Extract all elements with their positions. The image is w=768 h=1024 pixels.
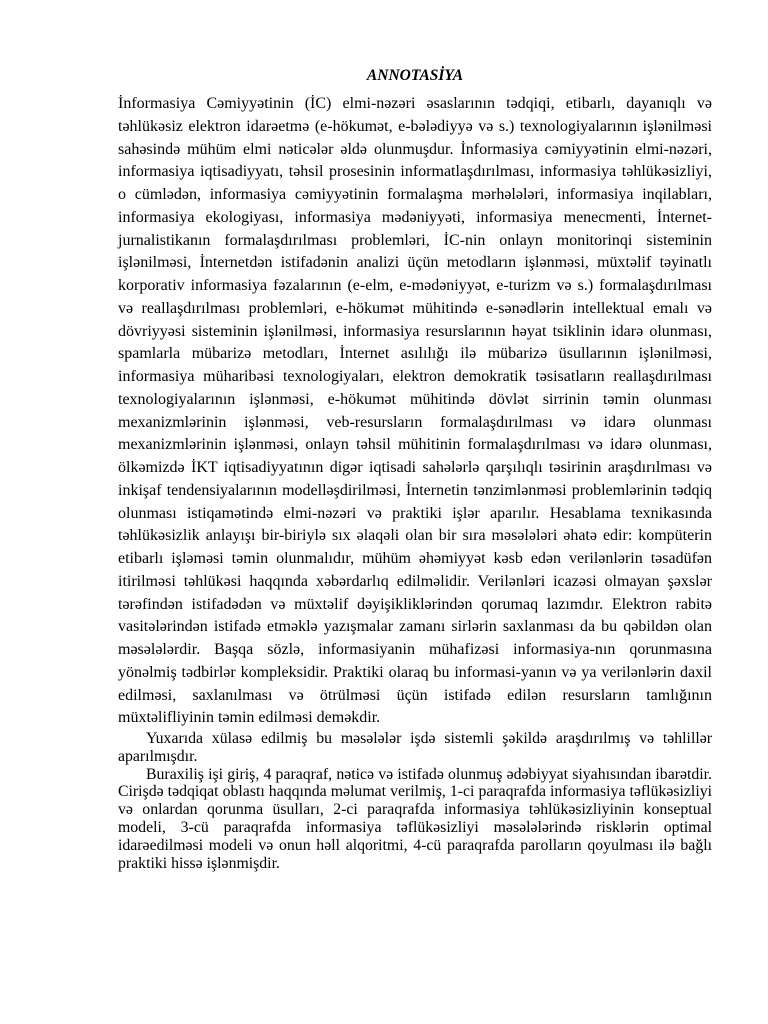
document-page xyxy=(118,66,712,872)
document-title: ANNOTASİYA xyxy=(366,67,464,84)
structure-paragraph: Buraxiliş işi giriş, 4 paraqraf, nəticə və istifadə olunmuş ədəbiyyat siyahısından ibarətdir. Cirişdə tədqiqat oblastı haqqında məlumat verilmiş, 1-ci paraqrafda informasiya təflükəsizliyi və onlardan qorunma üsulları, 2-ci paraqrafda informasiya təhlükəsizliyinin konseptual modeli, 3-cü paraqrafda informasiya təflükəsizliyi məsələlərində risklərin optimal idarəedilməsi modeli və onun həll alqoritmi, 4-cü paraqrafda parolların qoyulması ilə bağlı praktiki hissə işlənmişdir. xyxy=(118,765,712,872)
abstract-paragraph: İnformasiya Cəmiyyətinin (İC) elmi-nəzəri əsaslarının tədqiqi, etibarlı, dayanıqlı və təhlükəsiz elektron idarəetmə (e-hökumət, e-bələdiyyə və s.) texnologiyalarının işlənilməsi sahəsində mühüm elmi nəticələr əldə olunmuşdur. İnformasiya cəmiyyətinin elmi-nəzəri, informasiya iqtisadiyyatı, təhsil prosesinin informatlaşdırılması, informasiya təhlükəsizliyi, o cümlədən, informasiya cəmiyyətinin formalaşma mərhələləri, informasiya inqilabları, informasiya ekologiyası, informasiya mədəniyyəti, informasiya menecmenti, İnternet-jurnalistikanın formalaşdırılması problemləri, İC-nin onlayn monitorinqi sisteminin işlənilməsi, İnternetdən istifadənin analizi üçün metodların işlənməsi, müxtəlif təyinatlı korporativ informasiya fəzalarının (e-elm, e-mədəniyyət, e-turizm və s.) formalaşdırılması və reallaşdırılması problemləri, e-hökumət mühitində e-sənədlərin intellektual emalı və dövriyyəsi sisteminin işlənilməsi, informasiya resurslarının həyat tsiklinin idarə olunması, spamlarla mübarizə metodları, İnternet asılılığı ilə mübarizə üsullarının işlənilməsi, informasiya müharibəsi texnologiyaları, elektron demokratik təsisatların reallaşdırılması texnologiyalarının işlənməsi, e-hökumət mühitində dövlət sirrinin təmin olunması mexanizmlərinin işlənməsi, veb-resursların formalaşdırılması və idarə olunması mexanizmlərinin işlənməsi, onlayn təhsil mühitinin formalaşdırılması və idarə olunması, ölkəmizdə İKT iqtisadiyyatının digər iqtisadi sahələrlə qarşılıqlı təsirinin araşdırılması və inkişaf tendensiyalarının modelləşdirilməsi, İnternetin tənzimlənməsi problemlərinin tədqiq olunması istiqamətində elmi-nəzəri və praktiki işlər aparılır. Hesablama texnikasında təhlükəsizlik anlayışı bir-biriylə sıx əlaqəli olan bir sıra məsələləri əhatə edir: kompüterin etibarlı işləməsi təmin olunmalıdır, mühüm əhəmiyyət kəsb edən verilənlərin təsadüfən itirilməsi təhlükəsi haqqında xəbərdarlıq edilməlidir. Verilənləri icazəsi olmayan şəxslər tərəfindən istifadədən və müxtəlif dəyişikliklərindən qorumaq lazımdır. Elektron rabitə vasitələrindən istifadə etməklə yazışmalar zamanı sirlərin saxlanması da bu qəbildən olan məsələlərdir. Başqa sözlə, informasiyanin mühafizəsi informasiya-nın qorunmasına yönəlmiş tədbirlər kompleksidir. Praktiki olaraq bu informasi-yanın və ya verilənlərin daxil edilməsi, saxlanılması və ötrülməsi üçün istifadə edilən resursların tamlığının müxtəlifliyinin təmin edilməsi deməkdir. xyxy=(118,95,712,727)
summary-paragraph: Yuxarıda xülasə edilmiş bu məsələlər işdə sistemli şəkildə araşdırılmış və təhlillər aparılmışdır. xyxy=(118,730,712,765)
